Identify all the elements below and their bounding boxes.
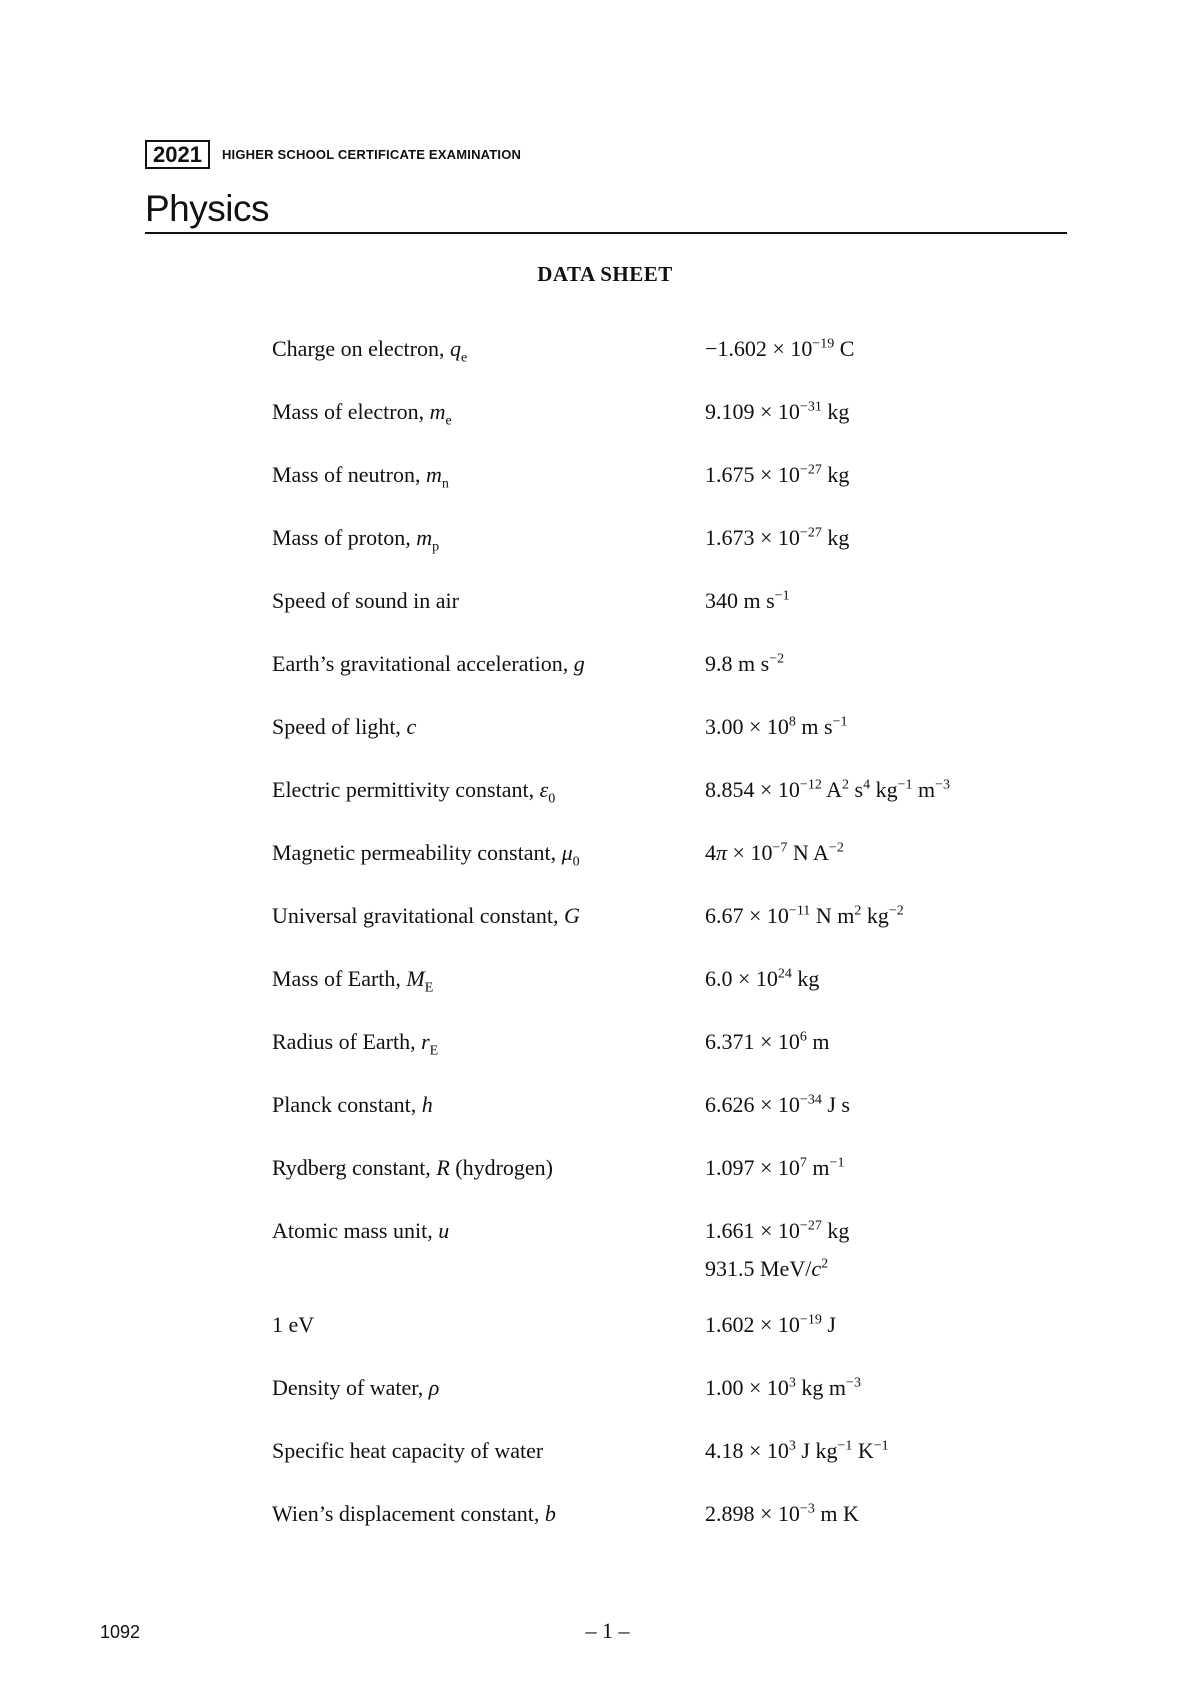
constant-row [272,525,1032,555]
constant-value-line: $9.109 \times 10^{-31}$ kg [705,399,850,424]
constant-name: Planck constant, h [272,1092,433,1117]
constant-value-line: $6.67 \times 10^{-11}$ N $m^2$ $kg^{-2}$ [705,903,904,928]
constant-name: Wien’s displacement constant, b [272,1501,556,1526]
constant-name: Speed of sound in air [272,588,459,613]
constant-value-line: $6.371 \times 10^6$ m [705,1029,830,1054]
constant-value-line: $6.626 \times 10^{-34}$ J s [705,1092,850,1117]
constant-row [272,1029,1032,1059]
constant-value-line: $8.854 \times 10^{-12}$ $A^2$ $s^4$ $kg^{-1}$ $m^{-3}$ [705,777,951,802]
constant-value [705,903,904,929]
constant-row [272,840,1032,870]
constant-value-line: $1.00 \times 10^3$ kg $m^{-3}$ [705,1375,861,1400]
page-number: – 1 – [585,1618,630,1643]
constant-value [705,525,849,551]
constant-name: Mass of Earth, $M_E$ [272,966,434,996]
constant-row [272,462,1032,492]
constant-name: Density of water, ρ [272,1375,440,1400]
constant-row [272,1312,1032,1338]
constant-name: Electric permittivity constant, $\varepsilon_0$ [272,777,556,807]
constant-row [272,399,1032,429]
constant-row [272,777,1032,807]
constant-name: Mass of neutron, $m_n$ [272,462,449,492]
constant-row [272,966,1032,996]
constant-value [705,714,848,740]
exam-title: HIGHER SCHOOL CERTIFICATE EXAMINATION [221,147,522,162]
constant-name: Speed of light, c [272,714,417,739]
constant-row [272,1092,1032,1118]
constant-value-line: $4\pi \times 10^{-7}$ N $A^{-2}$ [705,840,844,865]
constant-value-line: 340 m $s^{-1}$ [705,588,790,613]
constant-value [705,1312,836,1338]
constant-value [705,336,854,362]
constant-row [272,903,1032,929]
constant-value-line: $1.675 \times 10^{-27}$ kg [705,462,850,487]
constant-value [705,651,784,677]
constant-row [272,714,1032,740]
constant-value-line: $1.602 \times 10^{-19}$ J [705,1312,836,1337]
paper-code: 1092 [100,1622,141,1642]
constant-value [705,1155,844,1181]
constant-value [705,1438,889,1464]
constant-name: Mass of electron, $m_e$ [272,399,452,429]
constant-value-line: $1.097 \times 10^7$ $m^{-1}$ [705,1155,845,1180]
constant-value-line: $2.898 \times 10^{-3}$ m K [705,1501,859,1526]
year-badge: 2021 [145,140,210,169]
constant-value [705,966,819,992]
constant-name: Atomic mass unit, u [272,1218,450,1243]
constant-name: Radius of Earth, $r_E$ [272,1029,439,1059]
constant-name: Rydberg constant, R (hydrogen) [272,1155,554,1180]
constant-value [705,1092,850,1118]
constant-value-line: 931.5 MeV/$c^2$ [705,1256,829,1281]
constant-row [272,1218,1032,1282]
constant-value [705,399,849,425]
constant-name: Charge on electron, $q_e$ [272,336,468,366]
constant-row [272,651,1032,677]
constant-value [705,777,950,803]
constant-value [705,588,790,614]
header-divider [145,232,1067,234]
constant-name: Magnetic permeability constant, $\mu_0$ [272,840,580,870]
data-table [272,336,1032,1564]
constant-value-line: $4.18 \times 10^3$ J $kg^{-1}$ $K^{-1}$ [705,1438,889,1463]
constant-name: Universal gravitational constant, G [272,903,580,928]
constant-row [272,336,1032,366]
constant-name: Specific heat capacity of water [272,1438,544,1463]
constant-name: Mass of proton, $m_p$ [272,525,440,555]
exam-header [145,140,1067,169]
constant-value [705,1375,861,1401]
constant-row [272,1501,1032,1527]
constant-value [705,1029,830,1055]
constant-name: Earth’s gravitational acceleration, g [272,651,585,676]
constant-value-line: $6.0 \times 10^{24}$ kg [705,966,820,991]
constant-value [705,1218,849,1282]
constant-value-line: $1.661 \times 10^{-27}$ kg [705,1218,850,1243]
constant-value-line: 9.8 m $s^{-2}$ [705,651,785,676]
constant-value-line: $1.673 \times 10^{-27}$ kg [705,525,850,550]
constant-row [272,1438,1032,1464]
sheet-title: DATA SHEET [537,262,673,286]
constant-row [272,588,1032,614]
constant-row [272,1155,1032,1181]
subject-title: Physics [145,188,269,229]
constant-row [272,1375,1032,1401]
constant-value-line: $-1.602 \times 10^{-19}$ C [705,336,855,361]
constant-value [705,840,844,866]
constant-value [705,462,849,488]
constant-name: 1 eV [272,1312,315,1337]
constant-value [705,1501,859,1527]
constant-value-line: $3.00 \times 10^8$ m $s^{-1}$ [705,714,848,739]
